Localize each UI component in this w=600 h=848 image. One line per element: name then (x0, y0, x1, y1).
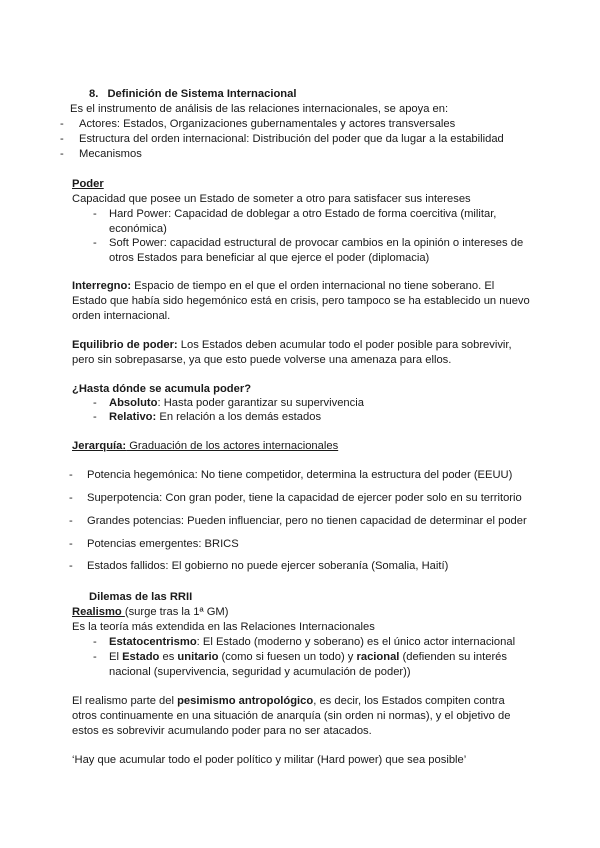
interregno-line3: orden internacional. (72, 310, 171, 322)
poder-definition: Capacidad que posee un Estado de someter a otro para satisfacer sus intereses (72, 193, 471, 205)
realismo-paragraph-line1: El realismo parte del pesimismo antropológico, es decir, los Estados compiten contra (72, 695, 505, 707)
jerarquia-item: Grandes potencias: Pueden influenciar, pero no tienen capacidad de determinar el poder (87, 515, 527, 527)
hard-power-line1: Hard Power: Capacidad de doblegar a otro Estado de forma coercitiva (militar, (109, 208, 497, 220)
absoluto-item: Absoluto: Hasta poder garantizar su supervivencia (109, 397, 364, 409)
estatocentrismo-item: Estatocentrismo: El Estado (moderno y soberano) es el único actor internacional (109, 636, 516, 648)
bullet-dash: - (93, 411, 97, 423)
soft-power-line1: Soft Power: capacidad estructural de provocar cambios en la opinión o intereses de (109, 237, 524, 249)
bullet-dash: - (93, 208, 97, 220)
poder-heading: Poder (72, 178, 104, 190)
jerarquia-item: Potencia hegemónica: No tiene competidor, determina la estructura del poder (EEUU) (87, 469, 513, 481)
jerarquia-item: Estados fallidos: El gobierno no puede ejercer soberanía (Somalia, Haití) (87, 560, 449, 572)
soft-power-line2: otros Estados para beneficiar al que ejerce el poder (diplomacia) (109, 252, 430, 264)
bullet-dash: - (69, 538, 73, 550)
estado-unitario-line2: nacional (supervivencia, seguridad y acumulación de poder)) (109, 666, 411, 678)
relativo-item: Relativo: En relación a los demás estados (109, 411, 322, 423)
bullet-dash: - (93, 397, 97, 409)
section-heading: 8. Definición de Sistema Internacional (89, 88, 297, 100)
realismo-description: Es la teoría más extendida en las Relaciones Internacionales (72, 621, 375, 633)
bullet-dash: - (60, 148, 64, 160)
hard-power-line2: económica) (109, 223, 167, 235)
bullet-dash: - (93, 237, 97, 249)
equilibrio-line1: Equilibrio de poder: Los Estados deben acumular todo el poder posible para sobrevivir, (72, 339, 512, 351)
list-item: Estructura del orden internacional: Distribución del poder que da lugar a la estabilidad (79, 133, 504, 145)
jerarquia-item: Potencias emergentes: BRICS (87, 538, 239, 550)
bullet-dash: - (69, 515, 73, 527)
bullet-dash: - (69, 469, 73, 481)
interregno-line1: Interregno: Espacio de tiempo en el que el orden internacional no tiene soberano. El (72, 280, 495, 292)
bullet-dash: - (69, 492, 73, 504)
dilemas-heading: Dilemas de las RRII (89, 591, 193, 603)
bullet-dash: - (60, 133, 64, 145)
list-item: Mecanismos (79, 148, 142, 160)
jerarquia-item: Superpotencia: Con gran poder, tiene la capacidad de ejercer poder solo en su territorio (87, 492, 522, 504)
section-title: Definición de Sistema Internacional (107, 88, 297, 100)
quote: ‘Hay que acumular todo el poder político y militar (Hard power) que sea posible’ (72, 754, 467, 766)
list-item: Actores: Estados, Organizaciones gubernamentales y actores transversales (79, 118, 456, 130)
acumula-heading: ¿Hasta dónde se acumula poder? (72, 383, 252, 395)
bullet-dash: - (69, 560, 73, 572)
realismo-paragraph-line3: estos es sobrevivir acumulando poder para no ser atacados. (72, 725, 372, 737)
intro-text: Es el instrumento de análisis de las relaciones internacionales, se apoya en: (70, 103, 449, 115)
bullet-dash: - (93, 651, 97, 663)
interregno-line2: Estado que había sido hegemónico está en crisis, pero tampoco se ha establecido un nuevo (72, 295, 530, 307)
bullet-dash: - (60, 118, 64, 130)
realismo-heading: Realismo (surge tras la 1ª GM) (72, 606, 229, 618)
jerarquia-heading: Jerarquía: Graduación de los actores internacionales (72, 440, 339, 452)
estado-unitario-item: El Estado es unitario (como si fuesen un todo) y racional (defienden su interés (109, 651, 507, 663)
equilibrio-line2: pero sin sobrepasarse, ya que esto puede volverse una amenaza para ellos. (72, 354, 452, 366)
realismo-paragraph-line2: otros continuamente en una situación de anarquía (sin orden ni normas), y el objetivo de (72, 710, 511, 722)
bullet-dash: - (93, 636, 97, 648)
